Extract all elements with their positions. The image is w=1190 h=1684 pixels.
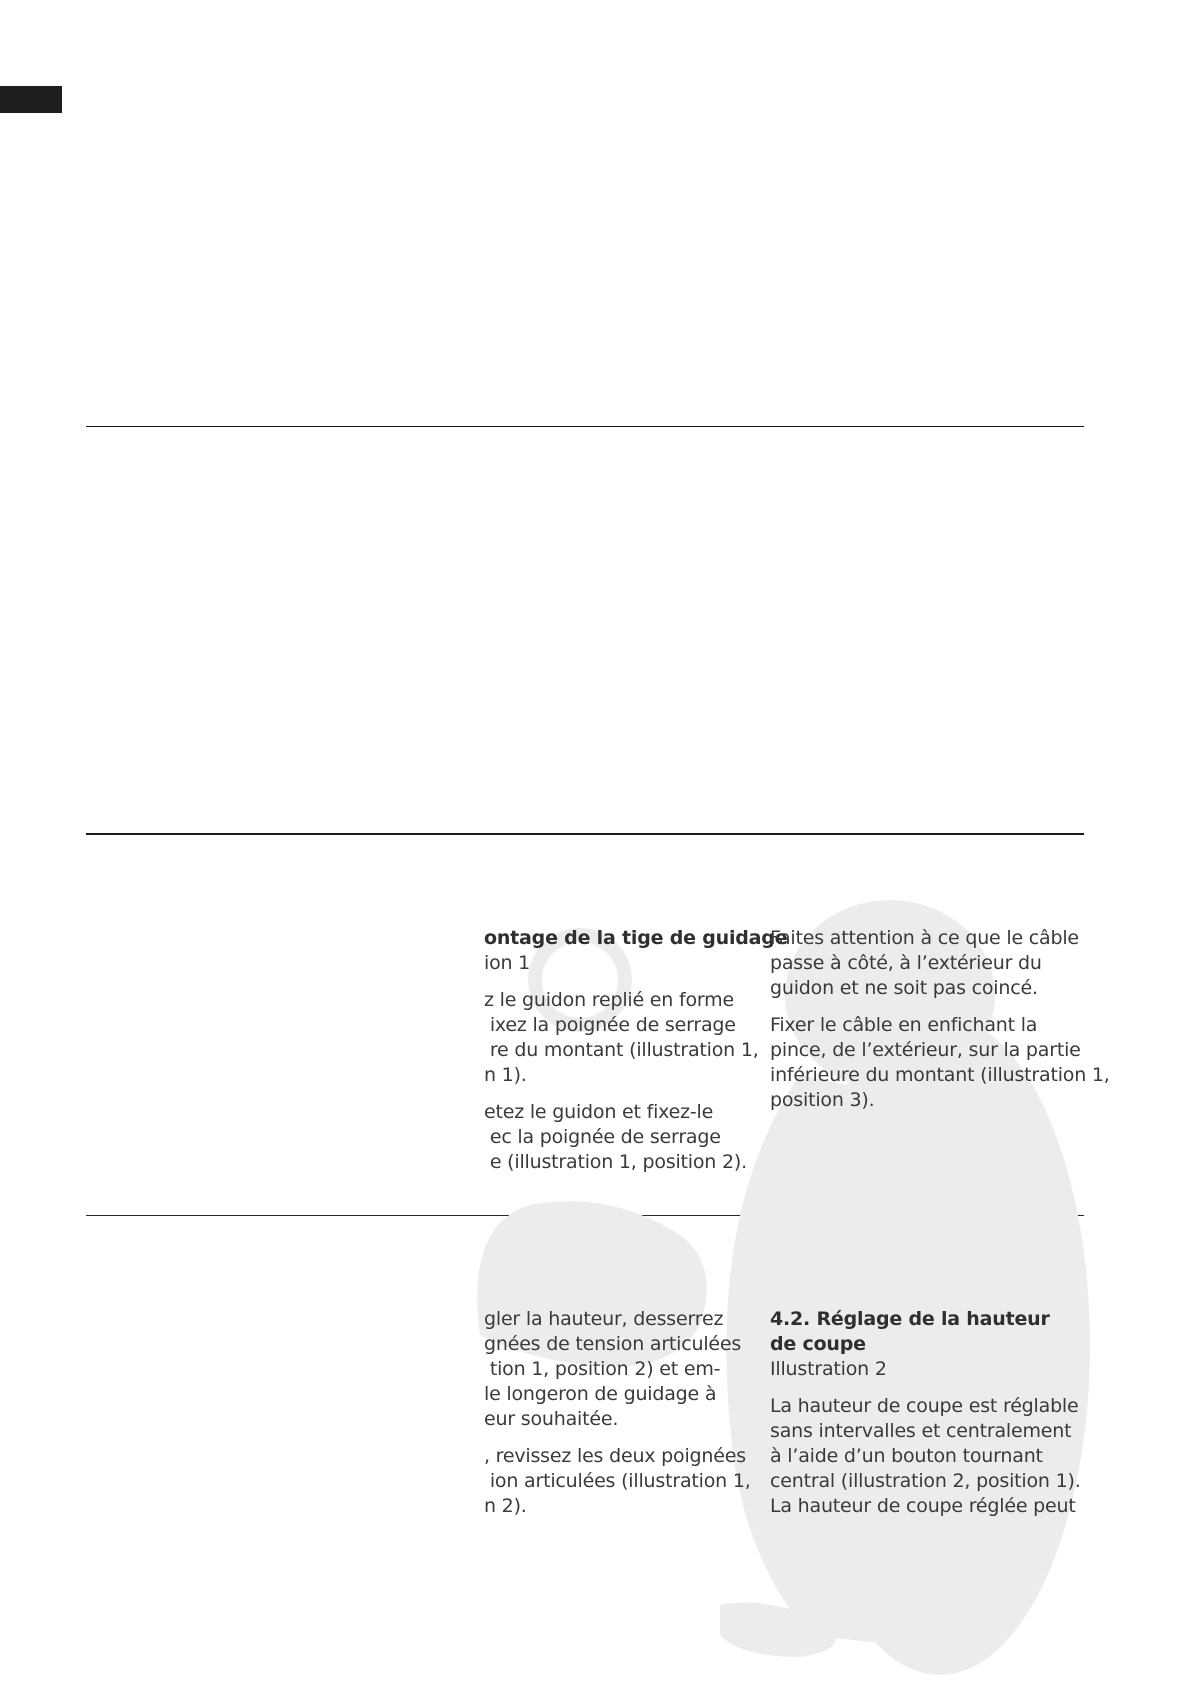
column-height-right xyxy=(770,1307,1090,1531)
section-heading: ontage de la tige de guidage xyxy=(484,927,788,949)
paragraph: Fixer le câble en enfichant la pince, de l’extérieur, sur la partie inférieure du montant (illustration 1, position 3). xyxy=(770,1014,1110,1111)
column-assembly-left xyxy=(484,926,788,1187)
section-divider xyxy=(86,426,1084,427)
paragraph: gler la hauteur, desserrez gnées de tension articulées tion 1, position 2) et em- le longeron de guidage à eur souhaitée. xyxy=(484,1308,742,1430)
section-subheading: Illustration 2 xyxy=(770,1358,887,1380)
column-assembly-right xyxy=(770,926,1110,1125)
paragraph: , revissez les deux poignées ion articulées (illustration 1, n 2). xyxy=(484,1445,751,1517)
paragraph: La hauteur de coupe est réglable sans intervalles et centralement à l’aide d’un bouton tournant central (illustration 2, position 1). La hauteur de coupe réglée peut xyxy=(770,1395,1081,1517)
paragraph: Faites attention à ce que le câble passe à côté, à l’extérieur du guidon et ne soit pas coincé. xyxy=(770,927,1079,999)
page-tab-marker xyxy=(0,86,62,113)
paragraph: z le guidon replié en forme ixez la poignée de serrage re du montant (illustration 1, n 1). xyxy=(484,989,759,1086)
column-height-left xyxy=(484,1307,754,1531)
section-divider xyxy=(86,833,1084,835)
paragraph: etez le guidon et fixez-le ec la poignée de serrage e (illustration 1, position 2). xyxy=(484,1101,747,1173)
section-heading: 4.2. Réglage de la hauteur de coupe xyxy=(770,1308,1050,1355)
section-subheading: ion 1 xyxy=(484,952,531,974)
